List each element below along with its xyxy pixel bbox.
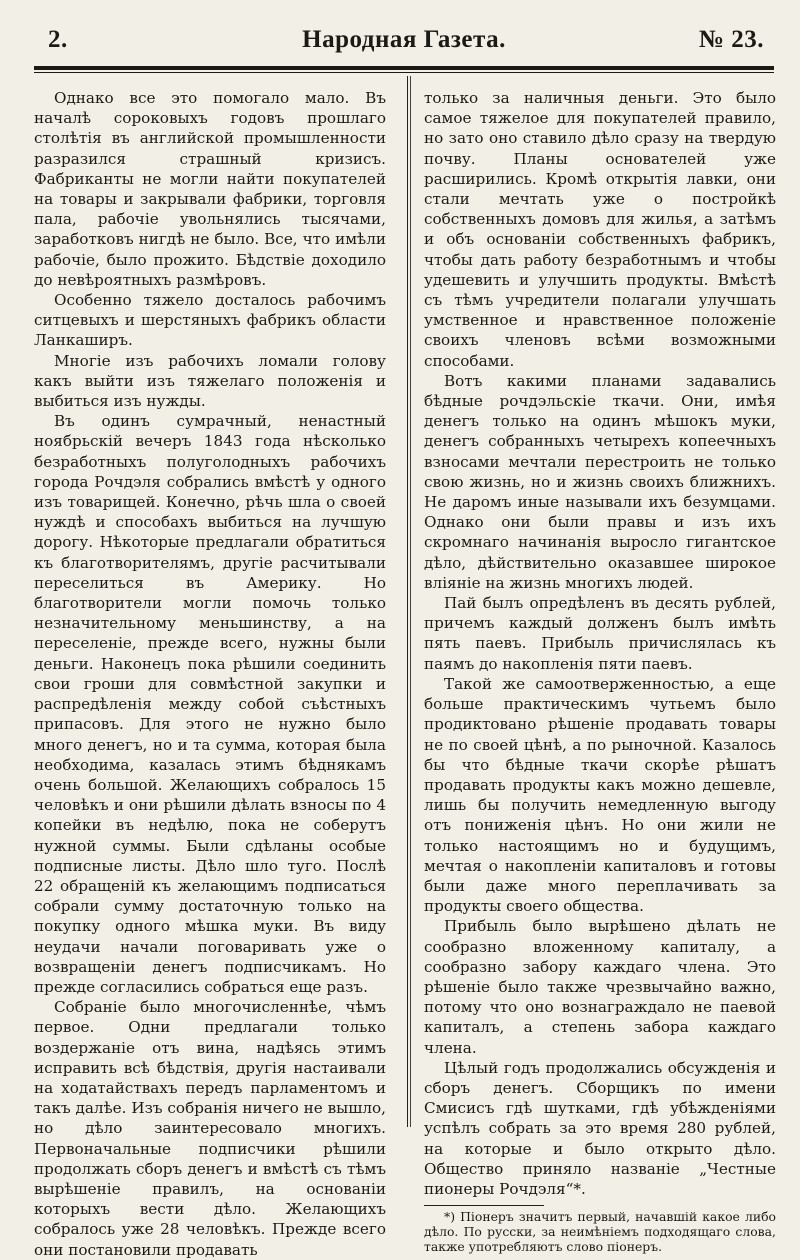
paragraph: Въ одинъ сумрачный, ненастный ноябрьскій вечеръ 1843 года нѣсколько безработныхъ полуголодныхъ рабочихъ города Рочдэля собрались вмѣстѣ у одного изъ товарищей. Конечно, рѣчь шла о своей нуждѣ и способахъ выбиться на лучшую дорогу. Нѣкоторые предлагали обратиться къ благотворителямъ, другіе расчитывали переселиться въ Америку. Но благотворители могли помочь только незначительному меньшинству, а на переселеніе, прежде всего, нужны были деньги. Наконецъ пока рѣшили соединить свои гроши для совмѣстной закупки и распредѣленія между собой съѣстныхъ припасовъ. Для этого не нужно было много денегъ, но и та сумма, которая была необходима, казалась этимъ бѣднякамъ очень большой. Желающихъ собралось 15 человѣкъ и они рѣшили дѣлать взносы по 4 копейки въ недѣлю, пока не соберутъ нужной суммы. Были сдѣланы особые подписные листы. Дѣло шло туго. Послѣ 22 обращеній къ желающимъ подписаться собрали сумму достаточную только на покупку одного мѣшка муки. Въ виду неудачи начали поговаривать уже о возвращеніи денегъ подписчикамъ. Но прежде согласились собраться еще разъ. (34, 412, 386, 996)
column-divider (407, 76, 408, 1127)
paragraph: Многіе изъ рабочихъ ломали голову какъ выйти изъ тяжелаго положенія и выбиться изъ нужды. (34, 351, 386, 411)
page-number: 2. (48, 26, 68, 53)
issue-number: № 23. (698, 26, 764, 53)
page-header (38, 22, 770, 64)
footnote-rule (424, 1205, 544, 1206)
left-column (34, 88, 386, 1260)
header-rule-thick (34, 66, 774, 70)
paragraph: Особенно тяжело досталось рабочимъ ситцевыхъ и шерстяныхъ фабрикъ области Ланкаширъ. (34, 291, 386, 350)
paragraph: Прибыль было вырѣшено дѣлать не сообразно вложенному капиталу, а сообразно забору каждаго члена. Это рѣшеніе было также чрезвычайно важно, потому что оно вознаграждало не паевой капиталъ, а степень забора каждаго члена. (424, 917, 776, 1057)
paragraph: Пай былъ опредѣленъ въ десять рублей, причемъ каждый долженъ былъ имѣть пять паевъ. Прибыль причислялась къ паямъ до накопленія пяти паевъ. (424, 594, 776, 673)
column-divider-inner (410, 76, 411, 1127)
paragraph: Собраніе было многочисленнѣе, чѣмъ первое. Одни предлагали только воздержаніе отъ вина, надѣясь этимъ исправить всѣ бѣдствія, другія настаивали на ходатайствахъ передъ парламентомъ и такъ далѣе. Изъ собранія ничего не вышло, но дѣло заинтересовало многихъ. Первоначальные подписчики рѣшили продолжать сборъ денегъ и вмѣстѣ съ тѣмъ вырѣшеніе правилъ, на основаніи которыхъ вести дѣло. Желающихъ собралось уже 28 человѣкъ. Прежде всего они постановили продавать (34, 998, 386, 1259)
paragraph: Цѣлый годъ продолжались обсужденія и сборъ денегъ. Сборщикъ по имени Смисисъ гдѣ шутками, гдѣ убѣжденіями успѣлъ собрать за это время 280 рублей, на которые и было открыто дѣло. Общество приняло названіе „Честные пионеры Рочдэля“*. (424, 1058, 776, 1198)
paragraph: Вотъ какими планами задавались бѣдные рочдэльскіе ткачи. Они, имѣя денегъ только на одинъ мѣшокъ муки, денегъ собранныхъ четырехъ копеечныхъ взносами мечтали перестроить не только свою жизнь, но и жизнь своихъ ближнихъ. Не даромъ иные называли ихъ безумцами. Однако они были правы и изъ ихъ скромнаго начинанія выросло гигантское дѣло, дѣйствительно оказавшее широкое вліяніе на жизнь многихъ людей. (424, 371, 776, 592)
newspaper-title: Народная Газета. (302, 26, 506, 53)
header-rule-thin (34, 72, 774, 73)
paragraph: Однако все это помогало мало. Въ началѣ сороковыхъ годовъ прошлаго столѣтія въ английской промышленности разразился страшный кризисъ. Фабриканты не могли найти покупателей на товары и закрывали фабрики, торговля пала, рабочіе увольнялись тысячами, заработковъ нигдѣ не было. Все, что имѣли рабочіе, было прожито. Бѣдствіе доходило до невѣроятныхъ размѣровъ. (34, 89, 386, 289)
paragraph: Такой же самоотверженностью, а еще больше практическимъ чутьемъ было продиктовано рѣшеніе продавать товары не по своей цѣнѣ, а по рыночной. Казалось бы что бѣдные ткачи скорѣе рѣшатъ продавать продукты какъ можно дешевле, лишь бы получить немедленную выгоду отъ пониженія цѣнъ. Но они жили не только настоящимъ но и будущимъ, мечтая о накопленіи капиталовъ и готовы были даже много переплачивать за продукты своего общества. (424, 674, 776, 916)
paragraph: только за наличныя деньги. Это было самое тяжелое для покупателей правило, но зато оно ставило дѣло сразу на твердую почву. Планы основателей уже расширились. Кромѣ открытія лавки, они стали мечтать уже о постройкѣ собственныхъ домовъ для жилья, а затѣмъ и объ основаніи собственныхъ фабрикъ, чтобы дать работу безработнымъ и чтобы удешевить и улучшить продукты. Вмѣстѣ съ тѣмъ учредители полагали улучшать умственное и нравственное положеніе своихъ членовъ всѣми возможными способами. (424, 89, 776, 370)
right-column (424, 88, 776, 1254)
footnote: *) Піонеръ значитъ первый, начавшій какое либо дѣло. По русски, за неимѣніемъ подходящаго слова, также употребляютъ слово піонеръ. (424, 1209, 776, 1255)
